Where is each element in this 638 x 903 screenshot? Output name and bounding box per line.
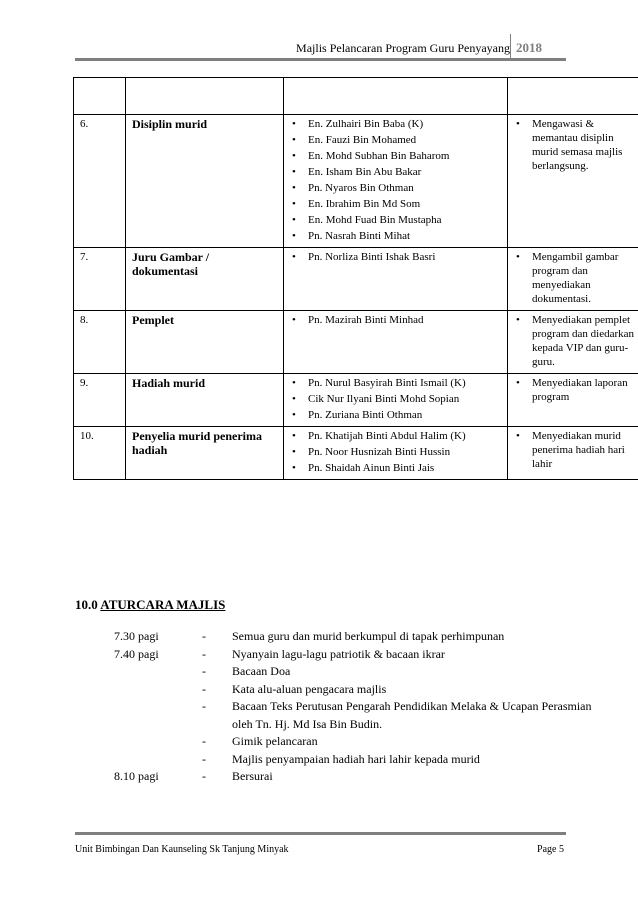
duties-cell — [508, 248, 638, 311]
member-item: • Pn. Nurul Basyirah Binti Ismail (K) — [308, 376, 502, 390]
member-item: • En. Isham Bin Abu Bakar — [308, 165, 502, 179]
row-number: 9. — [74, 374, 126, 427]
member-item: • Pn. Nyaros Bin Othman — [308, 181, 502, 195]
agenda-dash: - — [202, 646, 206, 661]
agenda-desc: Kata alu-aluan pengacara majlis — [232, 681, 387, 696]
agenda-dash: - — [202, 769, 206, 783]
agenda-time: 7.40 pagi — [114, 646, 159, 661]
agenda-dash: - — [202, 629, 206, 643]
member-item: • En. Ibrahim Bin Md Som — [308, 197, 502, 211]
header-rule — [75, 58, 566, 61]
duty-item: • Menyediakan laporan program — [532, 376, 634, 404]
section-heading — [75, 597, 225, 613]
member-item: • Pn. Nasrah Binti Mihat — [308, 229, 502, 243]
table-header-row — [74, 78, 638, 115]
member-item: • En. Zulhairi Bin Baba (K) — [308, 117, 502, 131]
table-cell — [508, 78, 638, 115]
member-item: • En. Mohd Fuad Bin Mustapha — [308, 213, 502, 227]
duty-item: • Menyediakan pemplet program dan diedarkan kepada VIP dan guru-guru. — [532, 313, 634, 369]
table-row — [74, 374, 638, 427]
duties-cell — [508, 374, 638, 427]
duties-cell — [508, 427, 638, 480]
member-item: • Pn. Shaidah Ainun Binti Jais — [308, 461, 502, 475]
task-name: Juru Gambar / dokumentasi — [126, 248, 284, 311]
duty-item: • Mengawasi & memantau disiplin murid semasa majlis berlangsung. — [532, 117, 634, 173]
duty-item: • Menyediakan murid penerima hadiah hari lahir — [532, 429, 634, 471]
task-name: Penyelia murid penerima hadiah — [126, 427, 284, 480]
duty-item: • Mengambil gambar program dan menyediakan dokumentasi. — [532, 250, 634, 306]
task-name: Hadiah murid — [126, 374, 284, 427]
footer-unit-name: Unit Bimbingan Dan Kaunseling Sk Tanjung Minyak — [75, 844, 289, 855]
member-item: • Pn. Zuriana Binti Othman — [308, 408, 502, 422]
page-footer — [75, 832, 566, 872]
table-cell — [284, 78, 508, 115]
agenda-desc: Bacaan Teks Perutusan Pengarah Pendidikan Melaka & Ucapan Perasmian oleh Tn. Hj. Md Isa Bin Budin. — [232, 699, 592, 731]
footer-rule — [75, 832, 566, 835]
member-item: • Pn. Khatijah Binti Abdul Halim (K) — [308, 429, 502, 443]
row-number: 10. — [74, 427, 126, 480]
table-cell — [126, 78, 284, 115]
section-title: ATURCARA MAJLIS — [100, 597, 226, 612]
table-row — [74, 311, 638, 374]
table-row — [74, 427, 638, 480]
agenda-dash: - — [202, 734, 206, 748]
member-item: • En. Fauzi Bin Mohamed — [308, 133, 502, 147]
task-name: Disiplin murid — [126, 115, 284, 248]
header-separator — [510, 34, 511, 58]
members-cell — [284, 248, 508, 311]
table-row — [74, 248, 638, 311]
committee-table — [73, 77, 638, 480]
members-cell — [284, 115, 508, 248]
agenda-desc: Gimik pelancaran — [232, 734, 318, 748]
duties-cell — [508, 115, 638, 248]
member-item: • Pn. Norliza Binti Ishak Basri — [308, 250, 502, 264]
document-year: 2018 — [516, 40, 542, 55]
members-cell — [284, 374, 508, 427]
agenda-dash: - — [202, 681, 206, 696]
page-number: Page 5 — [537, 844, 564, 855]
member-item: • Cik Nur Ilyani Binti Mohd Sopian — [308, 392, 502, 406]
agenda-desc: Majlis penyampaian hadiah hari lahir kepada murid — [232, 751, 480, 766]
section-number: 10.0 — [75, 597, 98, 612]
members-cell — [284, 311, 508, 374]
duties-cell — [508, 311, 638, 374]
member-item: • Pn. Noor Husnizah Binti Hussin — [308, 445, 502, 459]
member-item: • Pn. Mazirah Binti Minhad — [308, 313, 502, 327]
document-title: Majlis Pelancaran Program Guru Penyayang — [296, 41, 510, 55]
page-header — [0, 0, 638, 62]
row-number: 8. — [74, 311, 126, 374]
agenda-desc: Nyanyain lagu-lagu patriotik & bacaan ikrar — [232, 646, 445, 661]
agenda-desc: Bacaan Doa — [232, 664, 291, 678]
agenda-desc: Bersurai — [232, 769, 273, 783]
row-number: 7. — [74, 248, 126, 311]
agenda-dash: - — [202, 751, 206, 766]
task-name: Pemplet — [126, 311, 284, 374]
agenda-dash: - — [202, 699, 206, 713]
agenda-time: 7.30 pagi — [114, 629, 159, 643]
row-number: 6. — [74, 115, 126, 248]
members-cell — [284, 427, 508, 480]
agenda-dash: - — [202, 664, 206, 678]
agenda-time: 8.10 pagi — [114, 769, 159, 783]
agenda-desc: Semua guru dan murid berkumpul di tapak perhimpunan — [232, 629, 505, 643]
member-item: • En. Mohd Subhan Bin Baharom — [308, 149, 502, 163]
table-cell — [74, 78, 126, 115]
table-row — [74, 115, 638, 248]
